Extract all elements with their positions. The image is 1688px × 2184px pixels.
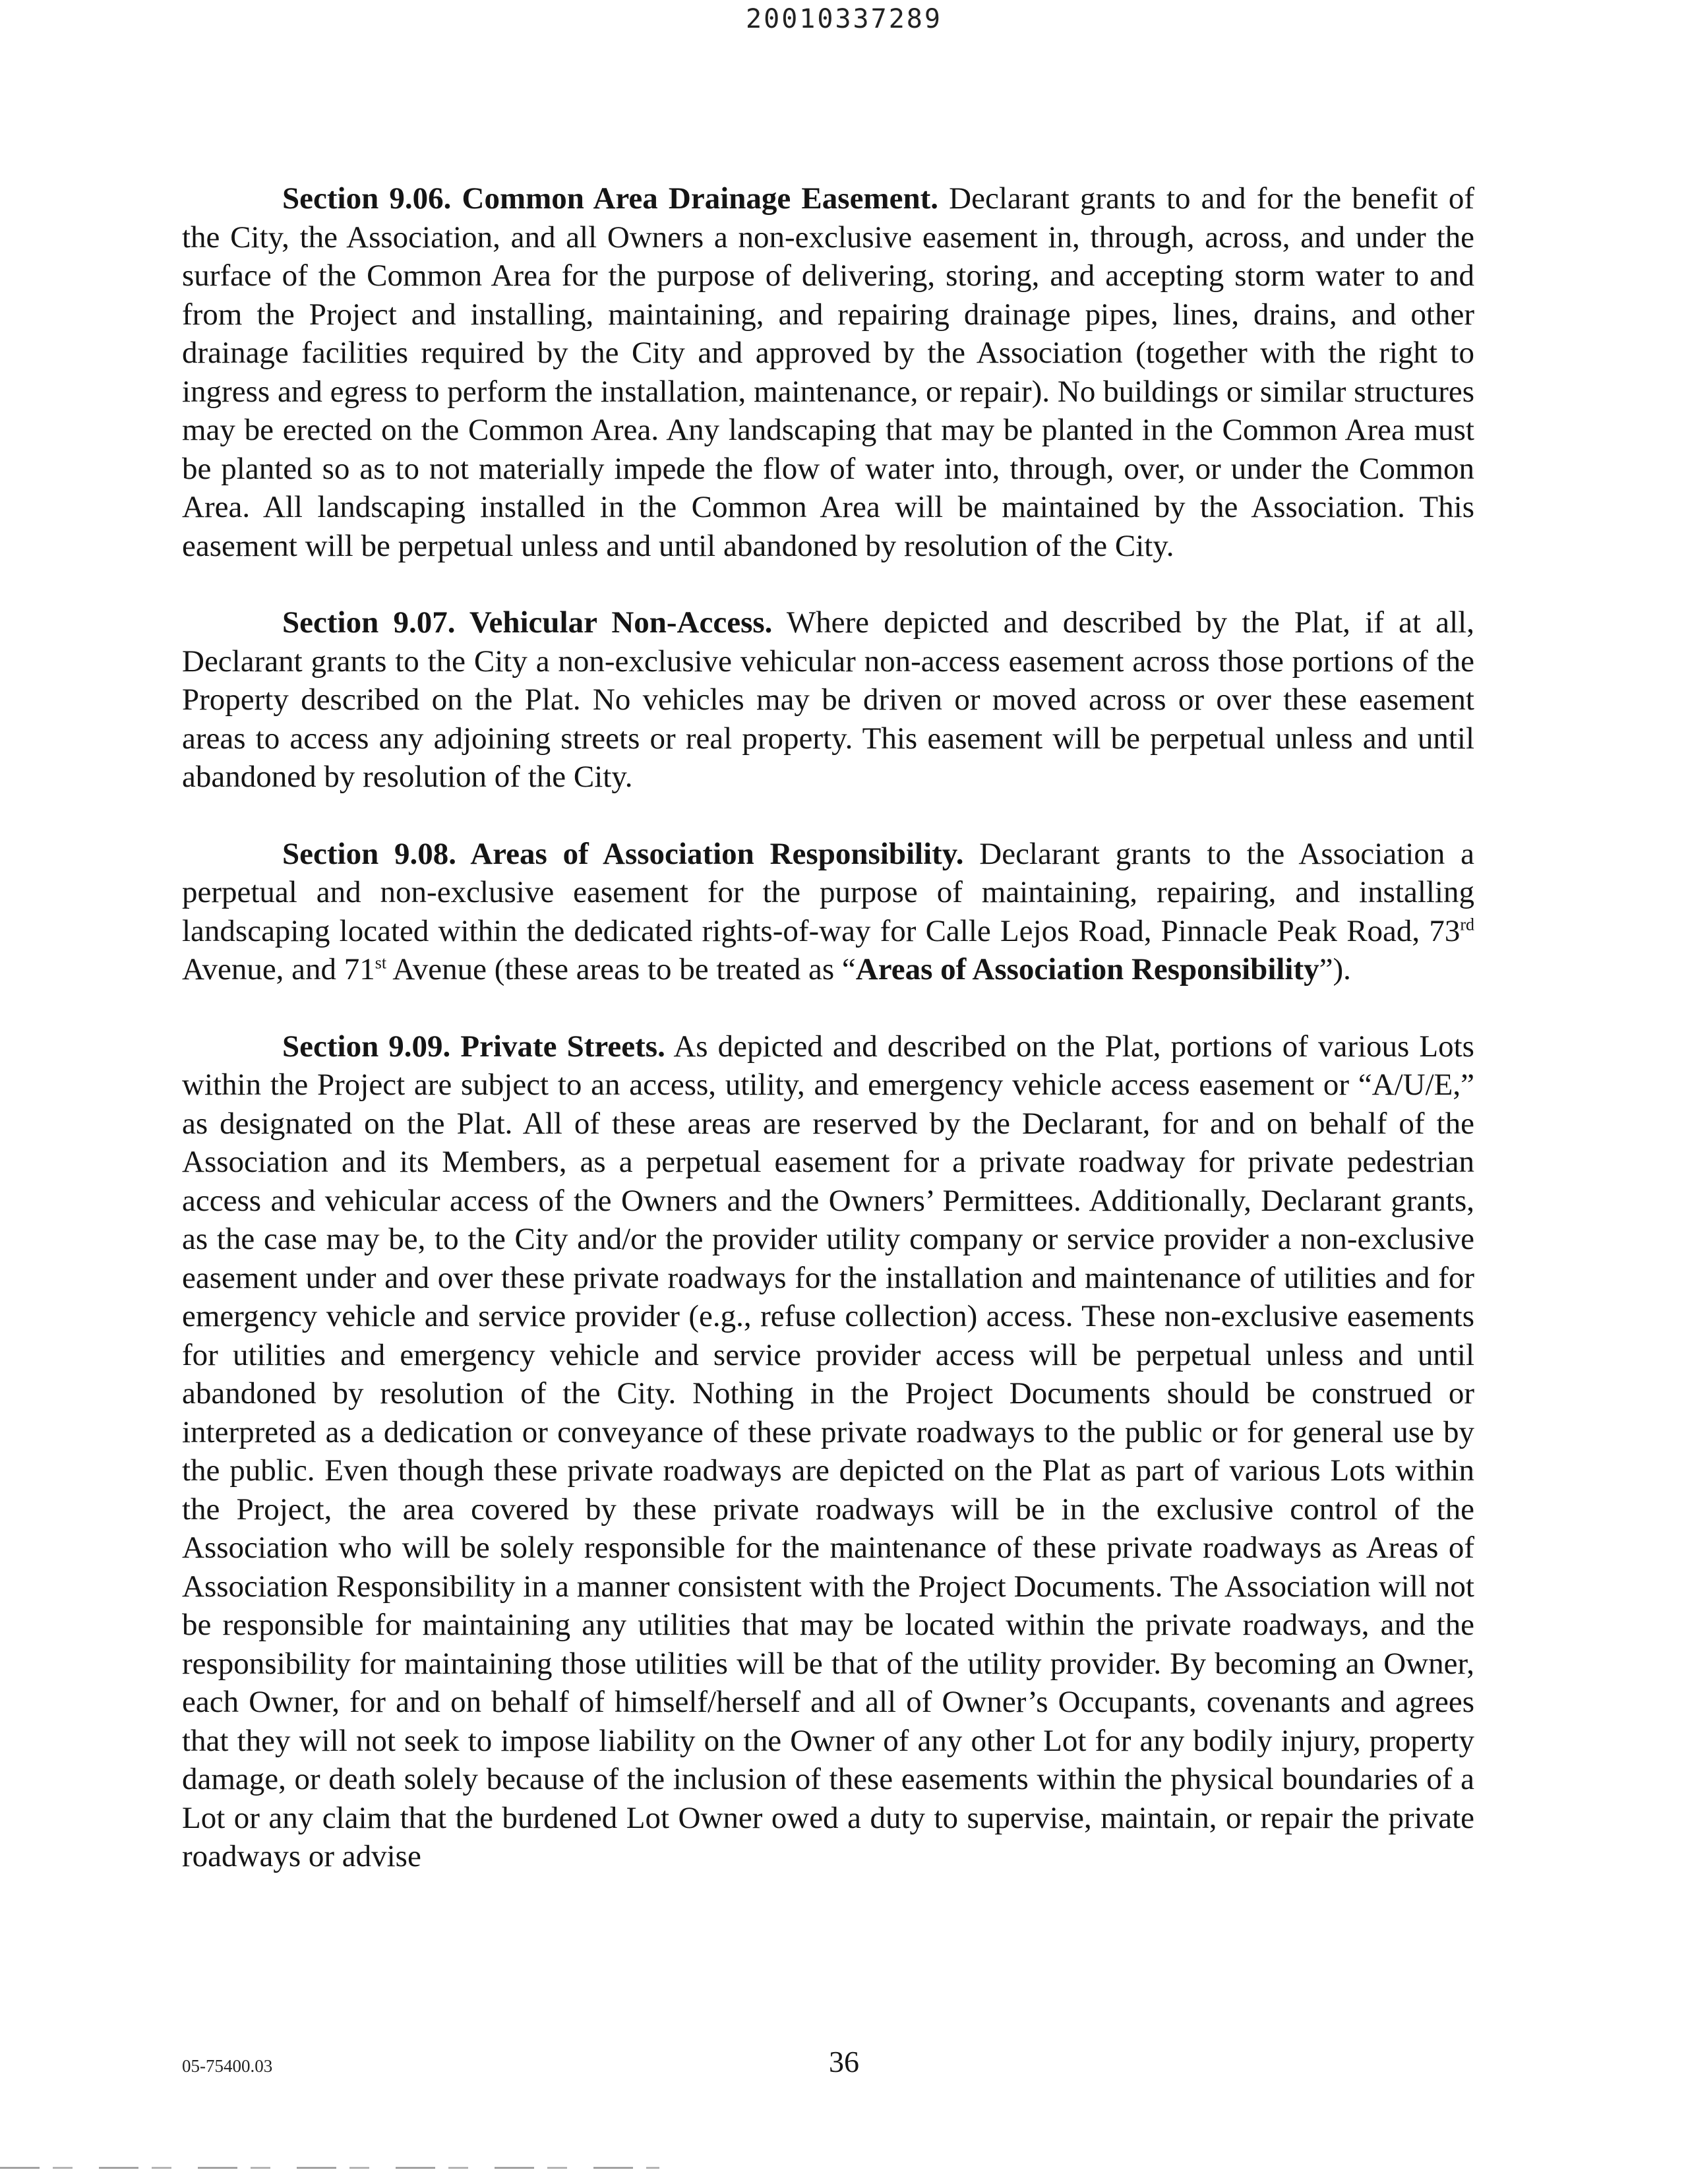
section-text: Declarant grants to the Association a perpetual and non-exclusive easement for the purpose of maintaining, repairing, and installing landscaping located within the dedicated rights-of-way for Calle Lejos Road, Pinnacle Peak Road, 73 xyxy=(182,836,1474,948)
section-9-08 xyxy=(182,835,1474,989)
footer-document-code: 05-75400.03 xyxy=(182,2056,273,2076)
document-body xyxy=(182,179,1474,1876)
section-text: Avenue (these areas to be treated as “ xyxy=(386,952,856,986)
section-text: Avenue, and 71 xyxy=(182,952,375,986)
page-number: 36 xyxy=(829,2045,859,2078)
section-heading: Section 9.09. Private Streets. xyxy=(282,1029,665,1064)
section-text: ”). xyxy=(1319,952,1351,986)
section-heading: Section 9.08. Areas of Association Responsibility. xyxy=(282,836,964,871)
section-9-09 xyxy=(182,1027,1474,1876)
superscript-ordinal: rd xyxy=(1460,914,1474,934)
section-heading: Section 9.07. Vehicular Non-Access. xyxy=(282,605,773,640)
defined-term: Areas of Association Responsibility xyxy=(855,952,1319,986)
section-heading: Section 9.06. Common Area Drainage Easement. xyxy=(282,181,938,216)
section-9-06 xyxy=(182,179,1474,565)
section-text: Declarant grants to and for the benefit of the City, the Association, and all Owners a non-exclusive easement in, through, across, and under the surface of the Common Area for the purpose of delivering, storing, and accepting storm water to and from the Project and installing, maintaining, and repairing drainage pipes, lines, drains, and other drainage facilities required by the City and approved by the Association (together with the right to ingress and egress to perform the installation, maintenance, or repair). No buildings or similar structures may be erected on the Common Area. Any landscaping that may be planted in the Common Area must be planted so as to not materially impede the flow of water into, through, over, or under the Common Area. All landscaping installed in the Common Area will be maintained by the Association. This easement will be perpetual unless and until abandoned by resolution of the City. xyxy=(182,181,1475,563)
section-text: Where depicted and described by the Plat, if at all, Declarant grants to the City a non-exclusive vehicular non-access easement across those portions of the Property described on the Plat. No vehicles may be driven or moved across or over these easement areas to access any adjoining streets or real property. This easement will be perpetual unless and until abandoned by resolution of the City. xyxy=(182,605,1474,794)
superscript-ordinal: st xyxy=(375,953,387,973)
document-number: 20010337289 xyxy=(746,4,942,34)
section-text: As depicted and described on the Plat, portions of various Lots within the Project are subject to an access, utility, and emergency vehicle access easement or “A/U/E,” as designated on the Plat. All of these areas are reserved by the Declarant, for and on behalf of the Association and its Members, as a perpetual easement for a private roadway for private pedestrian access and vehicular access of the Owners and the Owners’ Permittees. Additionally, Declarant grants, as the case may be, to the City and/or the provider utility company or service provider a non-exclusive easement under and over these private roadways for the installation and maintenance of utilities and for emergency vehicle and service provider (e.g., refuse collection) access. These non-exclusive easements for utilities and emergency vehicle and service provider access will be perpetual unless and until abandoned by resolution of the City. Nothing in the Project Documents should be construed or interpreted as a dedication or conveyance of these private roadways to the public or for general use by the public. Even though these private roadways are depicted on the Plat as part of various Lots within the Project, the area covered by these private roadways will be in the exclusive control of the Association who will be solely responsible for the maintenance of these private roadways as Areas of Association Responsibility in a manner consistent with the Project Documents. The Association will not be responsible for maintaining any utilities that may be located within the private roadways, and the responsibility for maintaining those utilities will be that of the utility provider. By becoming an Owner, each Owner, for and on behalf of himself/herself and all of Owner’s Occupants, covenants and agrees that they will not seek to impose liability on the Owner of any other Lot for any bodily injury, property damage, or death solely because of the inclusion of these easements within the physical boundaries of a Lot or any claim that the burdened Lot Owner owed a duty to supervise, maintain, or repair the private roadways or advise xyxy=(182,1029,1474,1873)
scan-edge-line xyxy=(0,2167,659,2169)
section-9-07 xyxy=(182,603,1474,797)
